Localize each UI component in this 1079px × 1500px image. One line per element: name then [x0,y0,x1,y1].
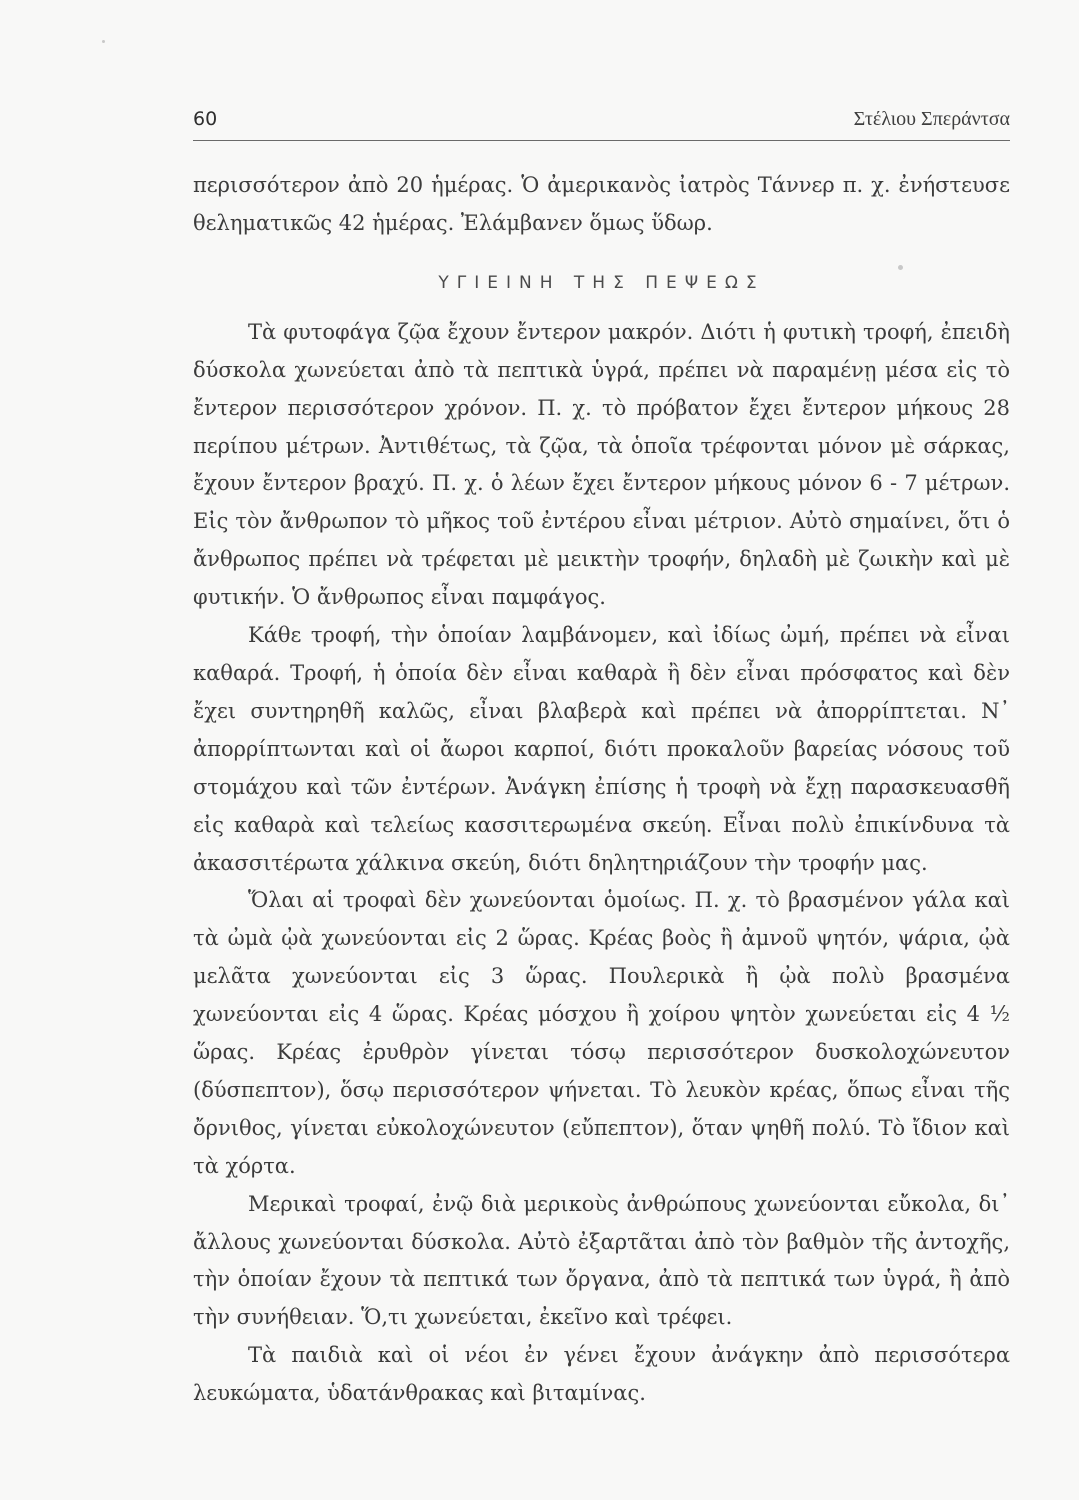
header-rule [193,140,1010,141]
paragraph-intestine-length: Τὰ φυτοφάγα ζῷα ἔχουν ἔντερον μακρόν. Διότι ἡ φυτικὴ τροφή, ἐπειδὴ δύσκολα χωνεύεται ἀπὸ τὰ πεπτικὰ ὑγρά, πρέπει νὰ παραμένῃ μέσα εἰς τὸ ἔντερον περισσότερον χρόνον. Π. χ. τὸ πρόβατον ἔχει ἔντερον μήκους 28 περίπου μέτρων. Ἀντιθέτως, τὰ ζῷα, τὰ ὁποῖα τρέφονται μόνον μὲ σάρκας, ἔχουν ἔντερον βραχύ. Π. χ. ὁ λέων ἔχει ἔντερον μήκους μόνον 6 - 7 μέτρων. Εἰς τὸν ἄνθρωπον τὸ μῆκος τοῦ ἐντέρου εἶναι μέτριον. Αὐτὸ σημαίνει, ὅτι ὁ ἄνθρωπος πρέπει νὰ τρέφεται μὲ μεικτὴν τροφήν, δηλαδὴ μὲ ζωικὴν καὶ μὲ φυτικήν. Ὁ ἄνθρωπος εἶναι παμφάγος. [193,319,1010,610]
page-header [193,108,1010,138]
paragraph-individual-digestion: Μερικαὶ τροφαί, ἐνῷ διὰ μερικοὺς ἀνθρώπους χωνεύονται εὔκολα, δι᾿ ἄλλους χωνεύονται δύσκολα. Αὐτὸ ἐξαρτᾶται ἀπὸ τὸν βαθμὸν τῆς ἀντοχῆς, τὴν ὁποίαν ἔχουν τὰ πεπτικά των ὄργανα, ἀπὸ τὰ πεπτικά των ὑγρά, ἢ ἀπὸ τὴν συνήθειαν. Ὅ,τι χωνεύεται, ἐκεῖνο καὶ τρέφει. [193,1191,1010,1330]
paragraph-children-needs: Τὰ παιδιὰ καὶ οἱ νέοι ἐν γένει ἔχουν ἀνάγκην ἀπὸ περισσότερα λευκώματα, ὑδατάνθρακας καὶ βιταμίνας. [193,1343,1010,1406]
paper-speck [898,265,903,270]
body-text [193,167,1010,1413]
paragraph-continuation: περισσότερον ἀπὸ 20 ἡμέρας. Ὁ ἀμερικανὸς ἰατρὸς Τάννερ π. χ. ἐνήστευσε θεληματικῶς 42 ἡμέρας. Ἐλάμβανεν ὅμως ὕδωρ. [193,173,1010,235]
paper-speck [102,40,105,43]
running-head-author: Στέλιου Σπεράντσα [853,108,1010,130]
page-number: 60 [193,108,218,130]
paragraph-digestion-times: Ὅλαι αἱ τροφαὶ δὲν χωνεύονται ὁμοίως. Π. χ. τὸ βρασμένον γάλα καὶ τὰ ὠμὰ ᾠὰ χωνεύονται εἰς 2 ὥρας. Κρέας βοὸς ἢ ἀμνοῦ ψητόν, ψάρια, ᾠὰ μελᾶτα χωνεύονται εἰς 3 ὥρας. Πουλερικὰ ἢ ᾠὰ πολὺ βρασμένα χωνεύονται εἰς 4 ὥρας. Κρέας μόσχου ἢ χοίρου ψητὸν χωνεύεται εἰς 4 ½ ὥρας. Κρέας ἐρυθρὸν γίνεται τόσῳ περισσότερον δυσκολοχώνευτον (δύσπεπτον), ὅσῳ περισσότερον ψήνεται. Τὸ λευκὸν κρέας, ὅπως εἶναι τῆς ὄρνιθος, γίνεται εὐκολοχώνευτον (εὔπεπτον), ὅταν ψηθῆ πολύ. Τὸ ἴδιον καὶ τὰ χόρτα. [193,888,1010,1178]
paragraph-clean-food: Κάθε τροφή, τὴν ὁποίαν λαμβάνομεν, καὶ ἰδίως ὠμή, πρέπει νὰ εἶναι καθαρά. Τροφή, ἡ ὁποία δὲν εἶναι καθαρὰ ἢ δὲν εἶναι πρόσφατος καὶ δὲν ἔχει συντηρηθῆ καλῶς, εἶναι βλαβερὰ καὶ πρέπει νὰ ἀπορρίπτεται. Ν᾿ ἀπορρίπτωνται καὶ οἱ ἄωροι καρποί, διότι προκαλοῦν βαρείας νόσους τοῦ στομάχου καὶ τῶν ἐντέρων. Ἀνάγκη ἐπίσης ἡ τροφὴ νὰ ἔχῃ παρασκευασθῆ εἰς καθαρὰ καὶ τελείως κασσιτερωμένα σκεύη. Εἶναι πολὺ ἐπικίνδυνα τὰ ἀκασσιτέρωτα χάλκινα σκεύη, διότι δηλητηριάζουν τὴν τροφήν μας. [193,623,1010,875]
section-title: ΥΓΙΕΙΝΗ ΤΗΣ ΠΕΨΕΩΣ [438,272,765,293]
